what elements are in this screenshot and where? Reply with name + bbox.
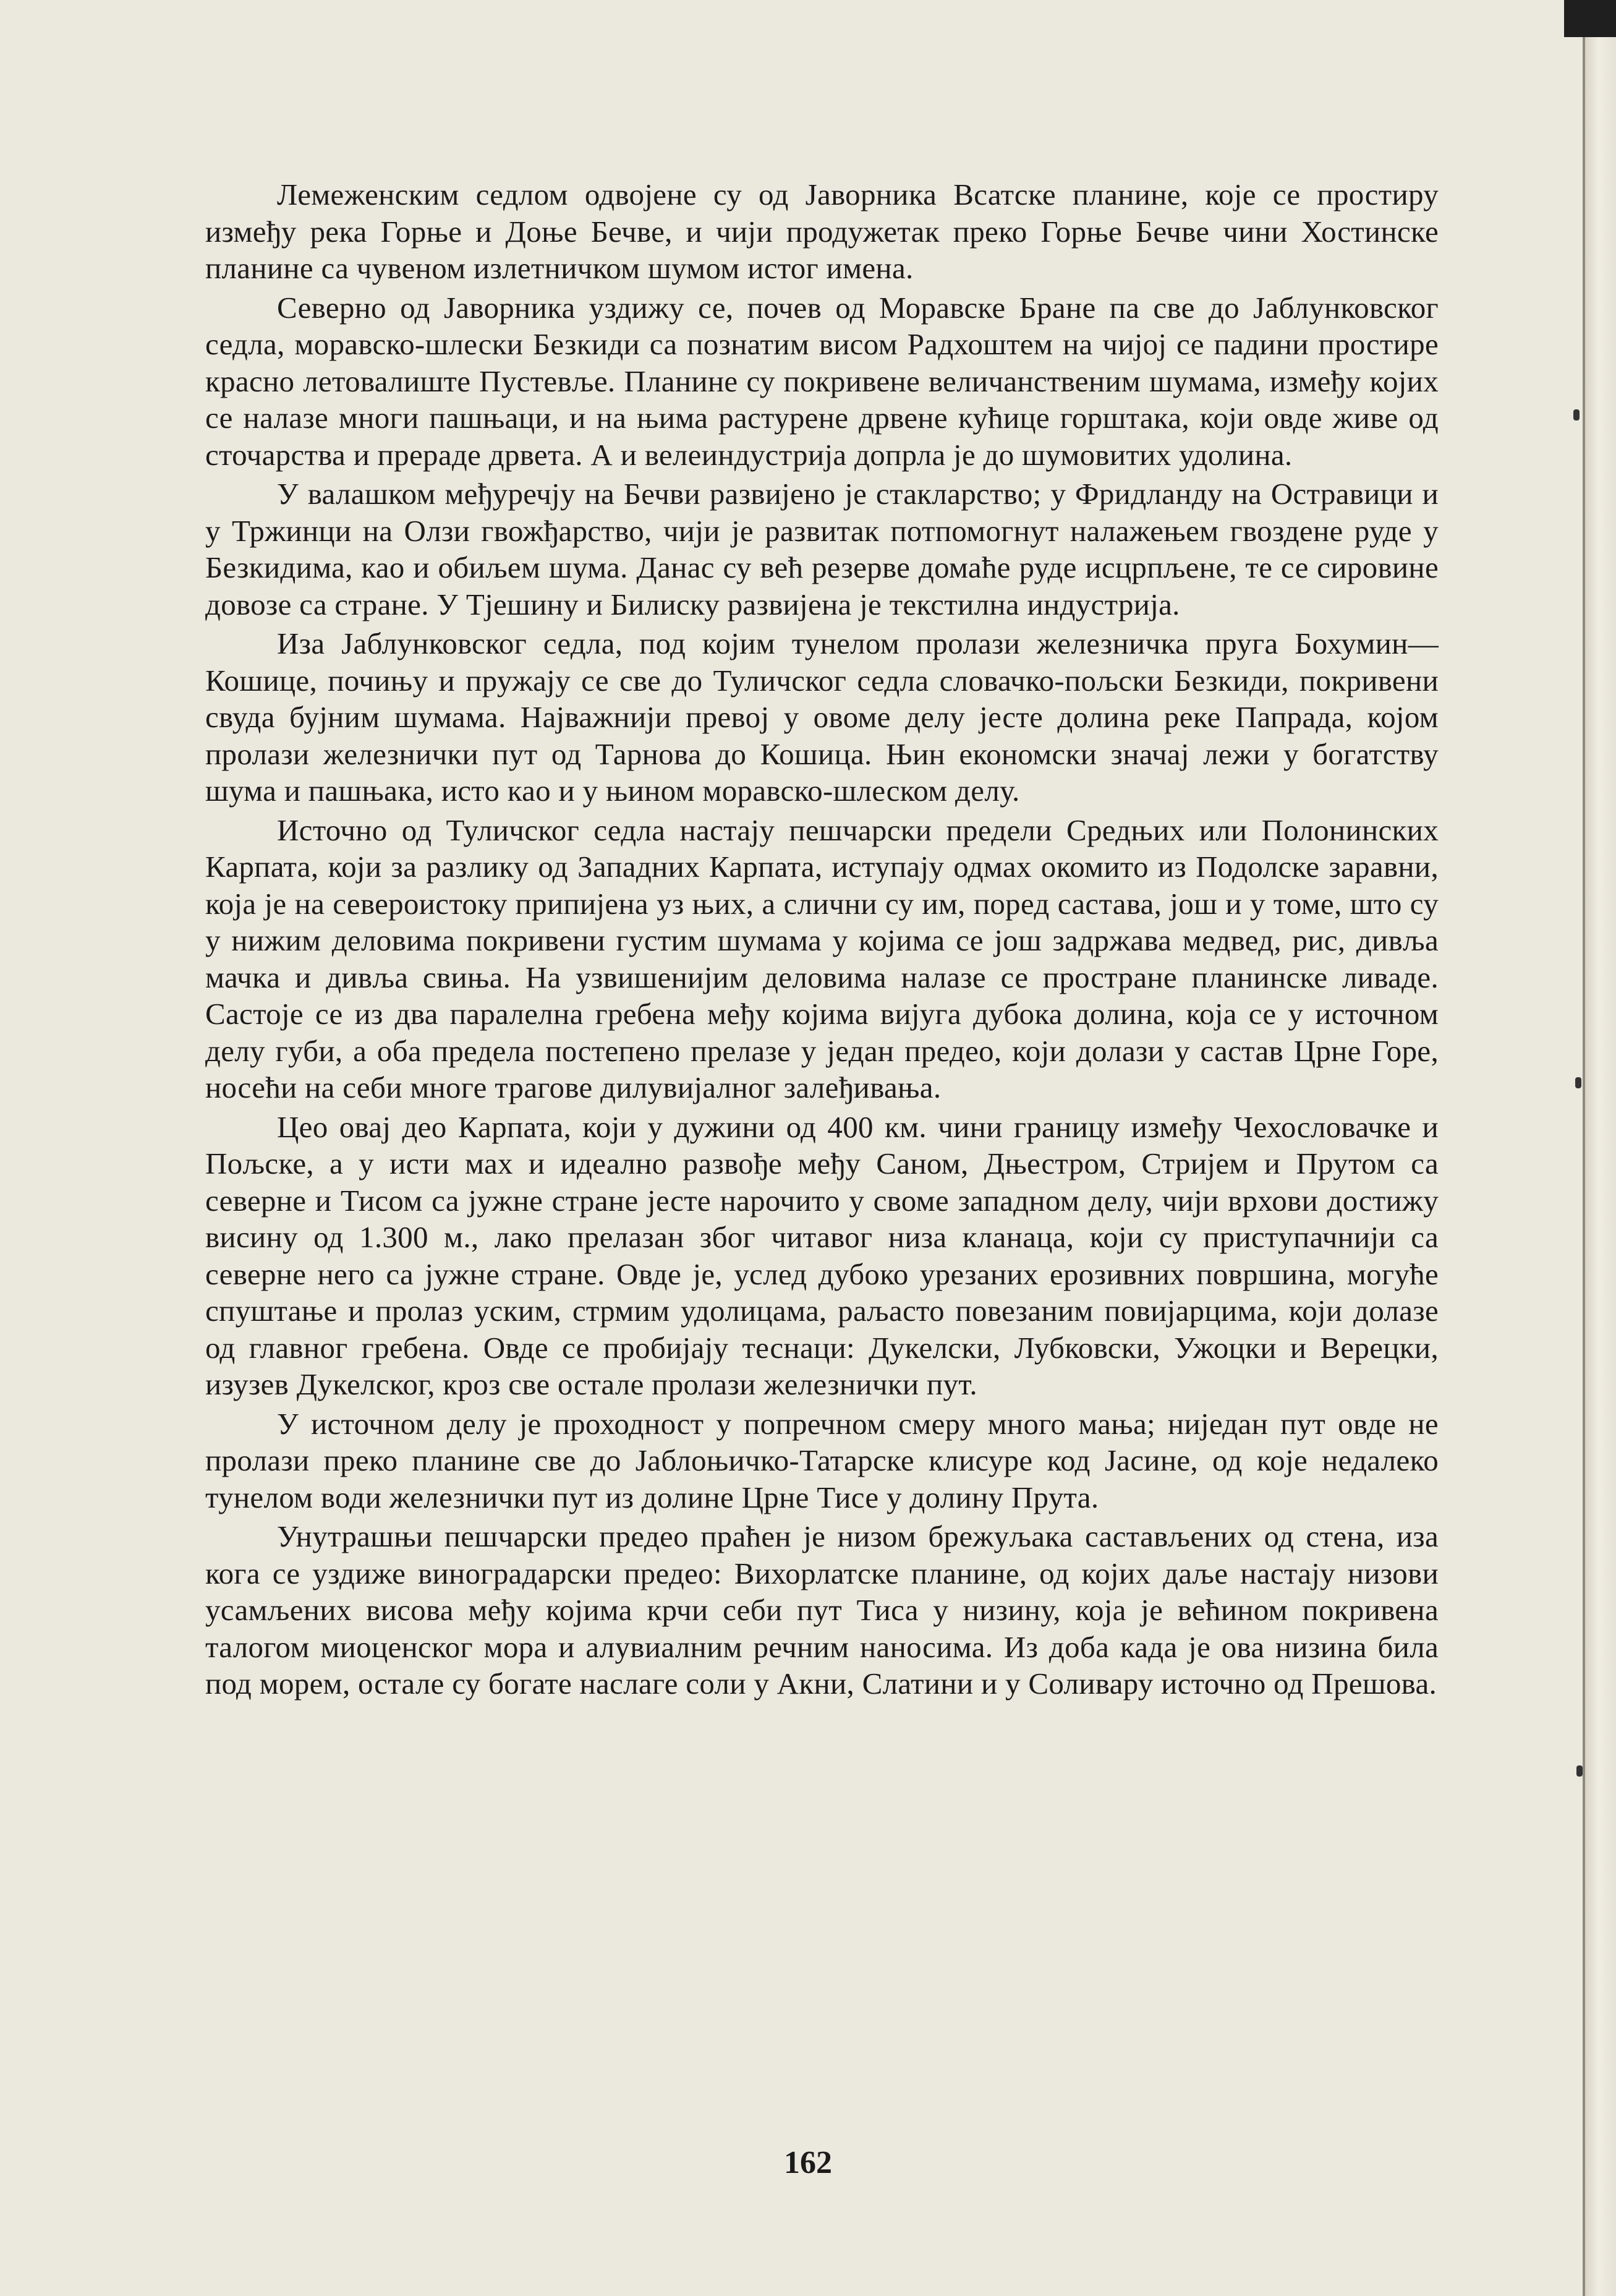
paragraph: Цео овај део Карпата, који у дужини од 400 км. чини границу између Чехословачке и Пољске, а у исти мах и идеално развође међу Саном, Дњестром, Стријем и Прутом са северне и Тисом са јужне стране јесте нарочито у своме западном делу, чији врхови достижу висину од 1.300 м., лако прелазан због читавог низа кланаца, који су приступачнији са северне него са јужне стране. Овде је, услед дубоко урезаних ерозивних површина, могуће спуштање и пролаз уским, стрмим удолицама, раљасто повезаним повијарцима, који долазе од главног гребена. Овде се пробијају теснаци: Дукелски, Лубковски, Ужоцки и Верецки, изузев Дукелског, кроз све остале пролази железнички пут. — [205, 1109, 1439, 1401]
paragraph: Иза Јаблунковског седла, под којим тунелом пролази железничка пруга Бохумин—Кошице, почињу и пружају се све до Туличског седла словачко-пољски Безкиди, покривени свуда бујним шумама. Најважнији превој у овоме делу јесте долина реке Папрада, којом пролази железнички пут од Тарнова до Кошица. Њин економски значај лежи у богатству шума и пашњака, исто као и у њином моравско-шлеском делу. — [205, 626, 1439, 808]
page-edge — [1583, 0, 1616, 2296]
margin-mark — [1576, 1765, 1583, 1777]
paragraph: Северно од Јаворника уздижу се, почев од Моравске Бране па све до Јаблунковског седла, моравско-шлески Безкиди са познатим висом Радхоштем на чијој се падини простире красно летовалиште Пустевље. Планине су покривене величанственим шумама, између којих се налазе многи пашњаци, и на њима растурене дрвене кућице горштака, који овде живе од сточарства и прераде дрвета. А и велеиндустрија допрла је до шумовитих удолина. — [205, 290, 1439, 472]
page-number: 162 — [784, 2145, 832, 2180]
body-text — [205, 176, 1439, 1702]
paragraph: У валашком међуречју на Бечви развијено је стакларство; у Фридланду на Остравици и у Тржинци на Олзи гвожђарство, чији је развитак потпомогнут налажењем гвоздене руде у Безкидима, као и обиљем шума. Данас су већ резерве домаће руде исцрпљене, те се сировине довозе са стране. У Тјешину и Билиску развијена је текстилна индустрија. — [205, 477, 1439, 621]
paragraph: У источном делу је проходност у попречном смеру много мања; ниједан пут овде не пролази преко планине све до Јаблоњичко-Татарске клисуре код Јасине, од које недалеко тунелом води железнички пут из долине Црне Тисе у долину Прута. — [205, 1406, 1439, 1514]
paragraph: Лемеженским седлом одвојене су од Јаворника Всатске планине, које се простиру између река Горње и Доње Бечве, и чији продужетак преко Горње Бечве чини Хостинске планине са чувеном излетничком шумом истог имена. — [205, 177, 1439, 285]
paragraph: Источно од Туличског седла настају пешчарски предели Средњих или Полонинских Карпата, који за разлику од Западних Карпата, иступају одмах окомито из Подолске заравни, која је на североистоку припијена уз њих, а слични су им, поред састава, још и у томе, што су у нижим деловима покривени густим шумама у којима се још задржава медвед, рис, дивља мачка и дивља свиња. На узвишенијим деловима налазе се простране планинске ливаде. Састоје се из два паралелна гребена међу којима вијуга дубока долина, која се у источном делу губи, а оба предела постепено прелазе у један предео, који долази у састав Црне Горе, носећи на себи многе трагове дилувијалног залеђивања. — [205, 813, 1439, 1104]
scan-corner-shadow — [1564, 0, 1616, 37]
margin-mark — [1575, 1077, 1581, 1088]
paragraph: Унутрашњи пешчарски предео праћен је низом брежуљака састављених од стена, иза кога се уздиже виноградарски предео: Вихорлатске планине, од којих даље настају низови усамљених висова међу којима крчи себи пут Тиса у низину, која је већином покривена талогом миоценског мора и алувиалним речним наносима. Из доба када је ова низина била под морем, остале су богате наслаге соли у Акни, Слатини и у Соливару источно од Прешова. — [205, 1519, 1439, 1701]
margin-mark — [1573, 409, 1580, 420]
